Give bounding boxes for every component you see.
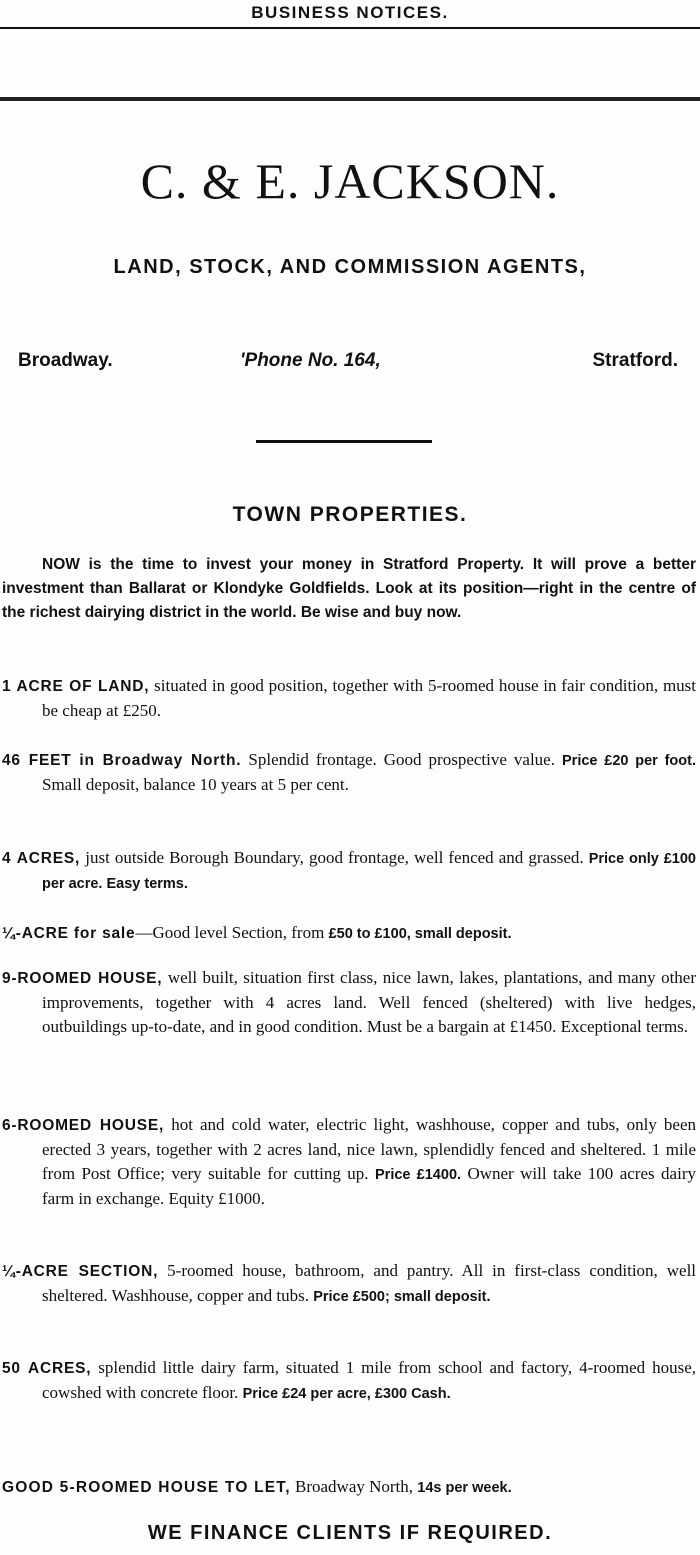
phone-number: 'Phone No. 164, — [240, 350, 381, 371]
listing-text: —Good level Section, from — [135, 923, 329, 942]
listing-price: Price £24 per acre, £300 Cash. — [242, 1386, 451, 1402]
listing-text: well built, situation first class, nice lawn, lakes, plantations, and many other improvements, together with 4 acres land. Well fenced (sheltered) with live hedges, outbuildings up-to-date, and in good condition. Must be a bargain at £1450. Exceptional terms. — [42, 968, 696, 1036]
listing-text: Small deposit, balance 10 years at 5 per cent. — [42, 775, 349, 794]
listing-price: Price £1400. — [375, 1167, 462, 1183]
listing-3 — [2, 846, 696, 896]
listing-price: Price only £100 per acre. Easy terms. — [42, 851, 696, 892]
listing-price: Price £500; small deposit. — [313, 1289, 491, 1305]
listing-text: Splendid frontage. Good prospective value. — [241, 750, 562, 769]
listing-7 — [2, 1259, 696, 1309]
address-right: Stratford. — [592, 350, 678, 371]
business-notices-heading: BUSINESS NOTICES. — [251, 3, 449, 22]
listing-5 — [2, 966, 696, 1039]
listing-text: hot and cold water, electric light, washhouse, copper and tubs, only been erected 3 years, together with 2 acres land, nice lawn, splendidly fenced and sheltered. 1 mile from Post Office; very suitable for cutting up. — [42, 1115, 697, 1183]
listing-price: £50 to £100, small deposit. — [328, 926, 512, 942]
listing-lead: ¼-ACRE SECTION, — [2, 1263, 159, 1280]
to-let-lead: GOOD 5-ROOMED HOUSE TO LET, — [2, 1479, 291, 1496]
to-let-price: 14s per week. — [417, 1480, 512, 1496]
listing-lead: 9-ROOMED HOUSE, — [2, 970, 163, 987]
listing-6 — [2, 1113, 696, 1211]
divider-rule — [256, 440, 432, 443]
listing-lead: ¼-ACRE for sale — [2, 925, 136, 942]
house-to-let — [2, 1474, 696, 1501]
to-let-text: Broadway North, — [290, 1477, 418, 1496]
listing-4 — [2, 921, 696, 946]
section-intro: NOW is the time to invest your money in Stratford Property. It will prove a better investment than Ballarat or Klondyke Goldfields. Look at its position—right in the centre of the richest dairying district in the world. Be wise and buy now. — [2, 556, 696, 621]
address-left: Broadway. — [18, 350, 113, 371]
listing-price: Price £20 per foot. — [562, 753, 696, 769]
listing-lead: 50 ACRES, — [2, 1360, 92, 1377]
firm-subtitle: LAND, STOCK, AND COMMISSION AGENTS, — [113, 256, 587, 278]
listing-8 — [2, 1356, 696, 1406]
listing-text: just outside Borough Boundary, good frontage, well fenced and grassed. — [80, 848, 589, 867]
listing-1 — [2, 674, 696, 723]
listing-lead: 6-ROOMED HOUSE, — [2, 1117, 165, 1134]
header-rule — [0, 27, 700, 29]
listing-2 — [2, 748, 696, 797]
finance-clients-footer: WE FINANCE CLIENTS IF REQUIRED. — [147, 1522, 553, 1544]
listing-text: situated in good position, together with 5-roomed house in fair condition, must be cheap at £250. — [42, 676, 697, 720]
listing-text: splendid little dairy farm, situated 1 mile from school and factory, 4-roomed house, cowshed with concrete floor. — [42, 1358, 696, 1402]
listing-lead: 46 FEET in Broadway North. — [2, 752, 242, 769]
listing-text: Owner will take 100 acres dairy farm in exchange. Equity £1000. — [42, 1164, 696, 1208]
header-rule-thick — [0, 97, 700, 101]
listing-text: 5-roomed house, bathroom, and pantry. All in first-class condition, well sheltered. Washhouse, copper and tubs. — [42, 1261, 697, 1305]
listing-lead: 1 ACRE OF LAND, — [2, 678, 150, 695]
listing-lead: 4 ACRES, — [2, 850, 81, 867]
firm-name: C. & E. JACKSON. — [140, 153, 560, 209]
section-title: TOWN PROPERTIES. — [232, 503, 468, 526]
